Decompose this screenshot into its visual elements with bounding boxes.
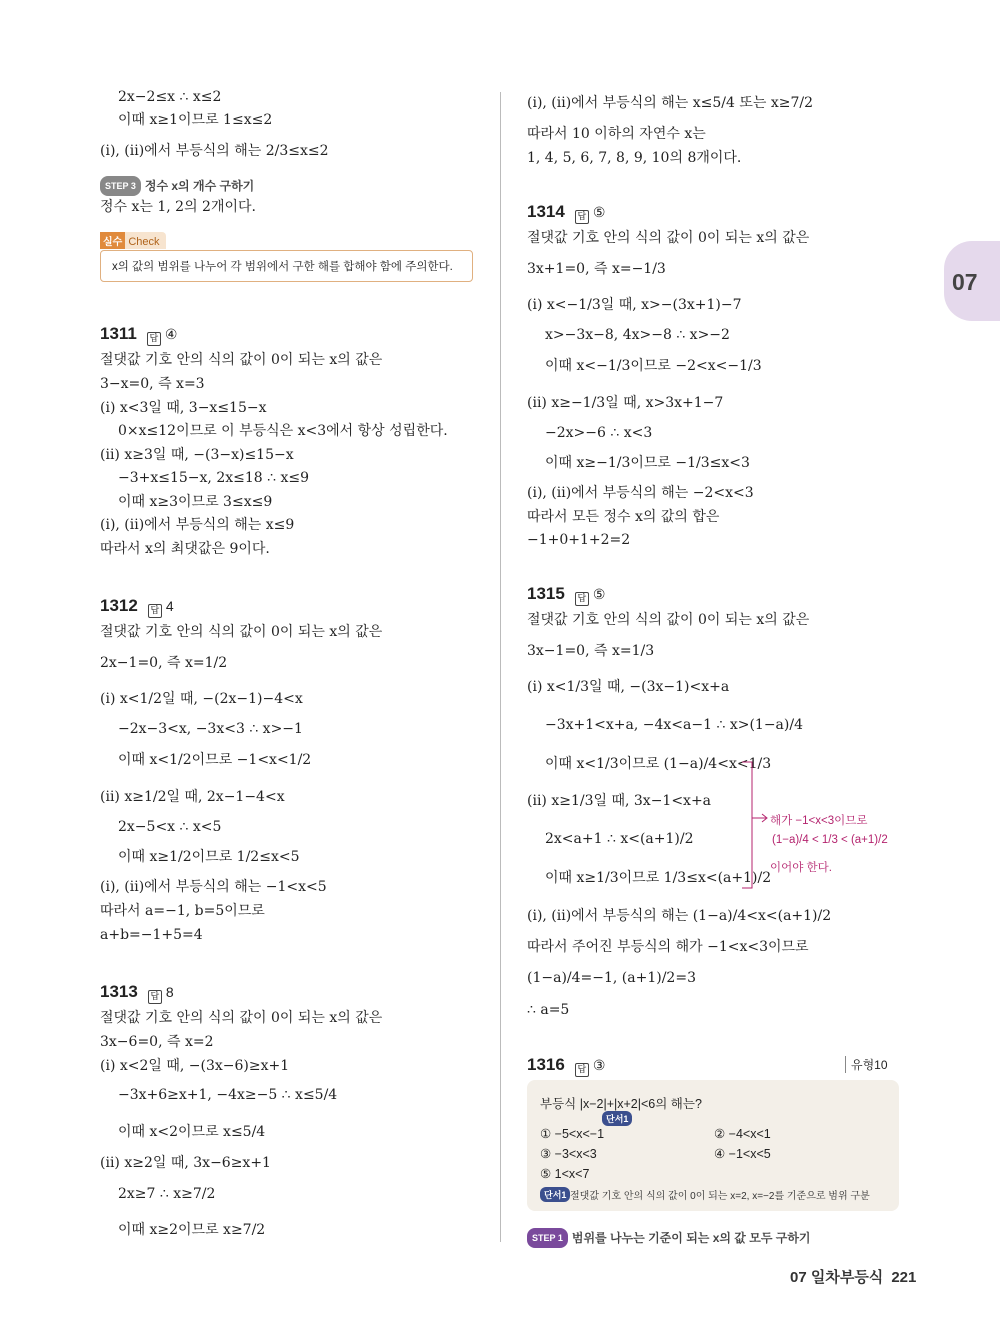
choice: ④ −1<x<5 xyxy=(714,1147,771,1161)
text-line: 절댓값 기호 안의 식의 값이 0이 되는 x의 값은 xyxy=(100,624,383,640)
text-line: (ⅰ), (ⅱ)에서 부등식의 해는 (1−a)/4<x<(a+1)/2 xyxy=(527,908,832,924)
problem-1312-header: 1312 답 4 xyxy=(100,596,174,618)
text-line: (ⅰ) x<3일 때, 3−x≤15−x xyxy=(100,400,267,416)
column-divider xyxy=(500,92,501,1242)
text-line: (ⅰ), (ⅱ)에서 부등식의 해는 2/3≤x≤2 xyxy=(100,143,329,159)
text-line: 이때 x≥2이므로 x≥7/2 xyxy=(118,1222,266,1238)
problem-1316-header: 1316 답 ③ xyxy=(527,1055,605,1077)
text-line: (ⅰ) x<2일 때, −(3x−6)≥x+1 xyxy=(100,1058,290,1074)
text-line: (ⅱ) x≥−1/3일 때, x>3x+1−7 xyxy=(527,395,724,411)
hint-text: 절댓값 기호 안의 식의 값이 0이 되는 x=2, x=−2를 기준으로 범위 구분 xyxy=(570,1191,870,1202)
step-badge: STEP 3 xyxy=(100,176,141,196)
text-line: (1−a)/4=−1, (a+1)/2=3 xyxy=(527,970,696,986)
text-line: (ⅰ), (ⅱ)에서 부등식의 해는 −1<x<5 xyxy=(100,879,327,895)
choice: ⑤ 1<x<7 xyxy=(540,1167,590,1181)
choice: ③ −3<x<3 xyxy=(540,1147,597,1161)
text-line: 절댓값 기호 안의 식의 값이 0이 되는 x의 값은 xyxy=(527,612,810,628)
text-line: 3−x=0, 즉 x=3 xyxy=(100,376,205,392)
type-label: 유형10 xyxy=(845,1056,888,1073)
text-line: 따라서 10 이하의 자연수 x는 xyxy=(527,126,706,142)
check-text: x의 값의 범위를 나누어 각 범위에서 구한 해를 합해야 함에 주의한다. xyxy=(112,261,453,273)
text-line: 0×x≤12이므로 이 부등식은 x<3에서 항상 성립한다. xyxy=(118,423,448,439)
note-line: 해가 −1<x<3이므로 xyxy=(770,815,868,827)
text-line: 이때 x≥1이므로 1≤x≤2 xyxy=(118,112,273,128)
text-line: 2x−5<x ∴ x<5 xyxy=(118,819,222,835)
page-footer: 07 일차부등식 221 xyxy=(790,1269,917,1286)
text-line: 절댓값 기호 안의 식의 값이 0이 되는 x의 값은 xyxy=(527,230,810,246)
text-line: 이때 x≥3이므로 3≤x≤9 xyxy=(118,494,273,510)
text-line: 이때 x<1/2이므로 −1<x<1/2 xyxy=(118,752,312,768)
step1-header xyxy=(527,1228,811,1248)
note-line: 이어야 한다. xyxy=(770,862,832,874)
text-line: (ⅰ), (ⅱ)에서 부등식의 해는 x≤9 xyxy=(100,517,295,533)
choice: ① −5<x<−1 xyxy=(540,1127,605,1141)
text-line: 이때 x≥−1/3이므로 −1/3≤x<3 xyxy=(545,455,750,471)
text-line: −3x+1<x+a, −4x<a−1 ∴ x>(1−a)/4 xyxy=(545,717,803,733)
text-line: −3x+6≥x+1, −4x≥−5 ∴ x≤5/4 xyxy=(118,1087,338,1103)
note-line: (1−a)/4 < 1/3 < (a+1)/2 xyxy=(772,834,888,846)
text-line: 1, 4, 5, 6, 7, 8, 9, 10의 8개이다. xyxy=(527,150,742,166)
text-line: 절댓값 기호 안의 식의 값이 0이 되는 x의 값은 xyxy=(100,1010,383,1026)
text-line: 2x≥7 ∴ x≥7/2 xyxy=(118,1186,216,1202)
step-title: 범위를 나누는 기준이 되는 x의 값 모두 구하기 xyxy=(571,1231,811,1245)
text-line: 이때 x≥1/2이므로 1/2≤x<5 xyxy=(118,849,300,865)
text-line: 절댓값 기호 안의 식의 값이 0이 되는 x의 값은 xyxy=(100,352,383,368)
text-line: 2x−2≤x ∴ x≤2 xyxy=(118,89,222,105)
text-line: (ⅰ), (ⅱ)에서 부등식의 해는 −2<x<3 xyxy=(527,485,754,501)
text-line: (ⅱ) x≥3일 때, −(3−x)≤15−x xyxy=(100,447,294,463)
text-line: 2x−1=0, 즉 x=1/2 xyxy=(100,655,228,671)
text-line: (ⅰ) x<1/3일 때, −(3x−1)<x+a xyxy=(527,679,730,695)
text-line: ∴ a=5 xyxy=(527,1002,570,1018)
text-line: 이때 x<2이므로 x≤5/4 xyxy=(118,1124,266,1140)
hint-tag: 단서1 xyxy=(540,1187,570,1202)
question-text: 부등식 |x−2|+|x+2|<6의 해는? xyxy=(540,1097,702,1111)
problem-1315-header: 1315 답 ⑤ xyxy=(527,584,605,606)
problem-1314-header: 1314 답 ⑤ xyxy=(527,202,605,224)
problem-1313-header: 1313 답 8 xyxy=(100,982,174,1004)
step3-header xyxy=(100,176,254,196)
text-line: −3+x≤15−x, 2x≤18 ∴ x≤9 xyxy=(118,470,310,486)
text-line: 3x+1=0, 즉 x=−1/3 xyxy=(527,261,666,277)
text-line: −1+0+1+2=2 xyxy=(527,532,631,548)
text-line: (ⅰ) x<1/2일 때, −(2x−1)−4<x xyxy=(100,691,303,707)
bracket-connector xyxy=(740,760,770,895)
text-line: (ⅰ), (ⅱ)에서 부등식의 해는 x≤5/4 또는 x≥7/2 xyxy=(527,95,813,111)
text-line: 따라서 주어진 부등식의 해가 −1<x<3이므로 xyxy=(527,939,809,955)
hint-tag: 단서1 xyxy=(602,1111,632,1126)
choice: ② −4<x<1 xyxy=(714,1127,771,1141)
step-badge: STEP 1 xyxy=(527,1228,568,1248)
text-line: (ⅱ) x≥1/3일 때, 3x−1<x+a xyxy=(527,793,712,809)
text-line: 따라서 모든 정수 x의 값의 합은 xyxy=(527,509,720,525)
text-line: 3x−6=0, 즉 x=2 xyxy=(100,1034,214,1050)
text-line: 따라서 x의 최댓값은 9이다. xyxy=(100,541,270,557)
text-line: −2x−3<x, −3x<3 ∴ x>−1 xyxy=(118,721,303,737)
check-tag: 실수 Check xyxy=(100,232,166,249)
text-line: 이때 x<1/3이므로 (1−a)/4<x<1/3 xyxy=(545,756,772,772)
text-line: 이때 x≥1/3이므로 1/3≤x<(a+1)/2 xyxy=(545,870,772,886)
text-line: 이때 x<−1/3이므로 −2<x<−1/3 xyxy=(545,358,762,374)
text-line: (ⅱ) x≥2일 때, 3x−6≥x+1 xyxy=(100,1155,271,1171)
text-line: 따라서 a=−1, b=5이므로 xyxy=(100,903,265,919)
text-line: a+b=−1+5=4 xyxy=(100,927,203,943)
problem-1311-header: 1311 답 ④ xyxy=(100,324,177,346)
text-line: 정수 x는 1, 2의 2개이다. xyxy=(100,199,256,215)
text-line: x>−3x−8, 4x>−8 ∴ x>−2 xyxy=(545,327,730,343)
text-line: 3x−1=0, 즉 x=1/3 xyxy=(527,643,655,659)
step-title: 정수 x의 개수 구하기 xyxy=(144,179,255,193)
text-line: −2x>−6 ∴ x<3 xyxy=(545,425,653,441)
text-line: (ⅱ) x≥1/2일 때, 2x−1−4<x xyxy=(100,789,285,805)
chapter-number: 07 xyxy=(952,269,978,295)
text-line: 2x<a+1 ∴ x<(a+1)/2 xyxy=(545,831,694,847)
text-line: (ⅰ) x<−1/3일 때, x>−(3x+1)−7 xyxy=(527,297,742,313)
